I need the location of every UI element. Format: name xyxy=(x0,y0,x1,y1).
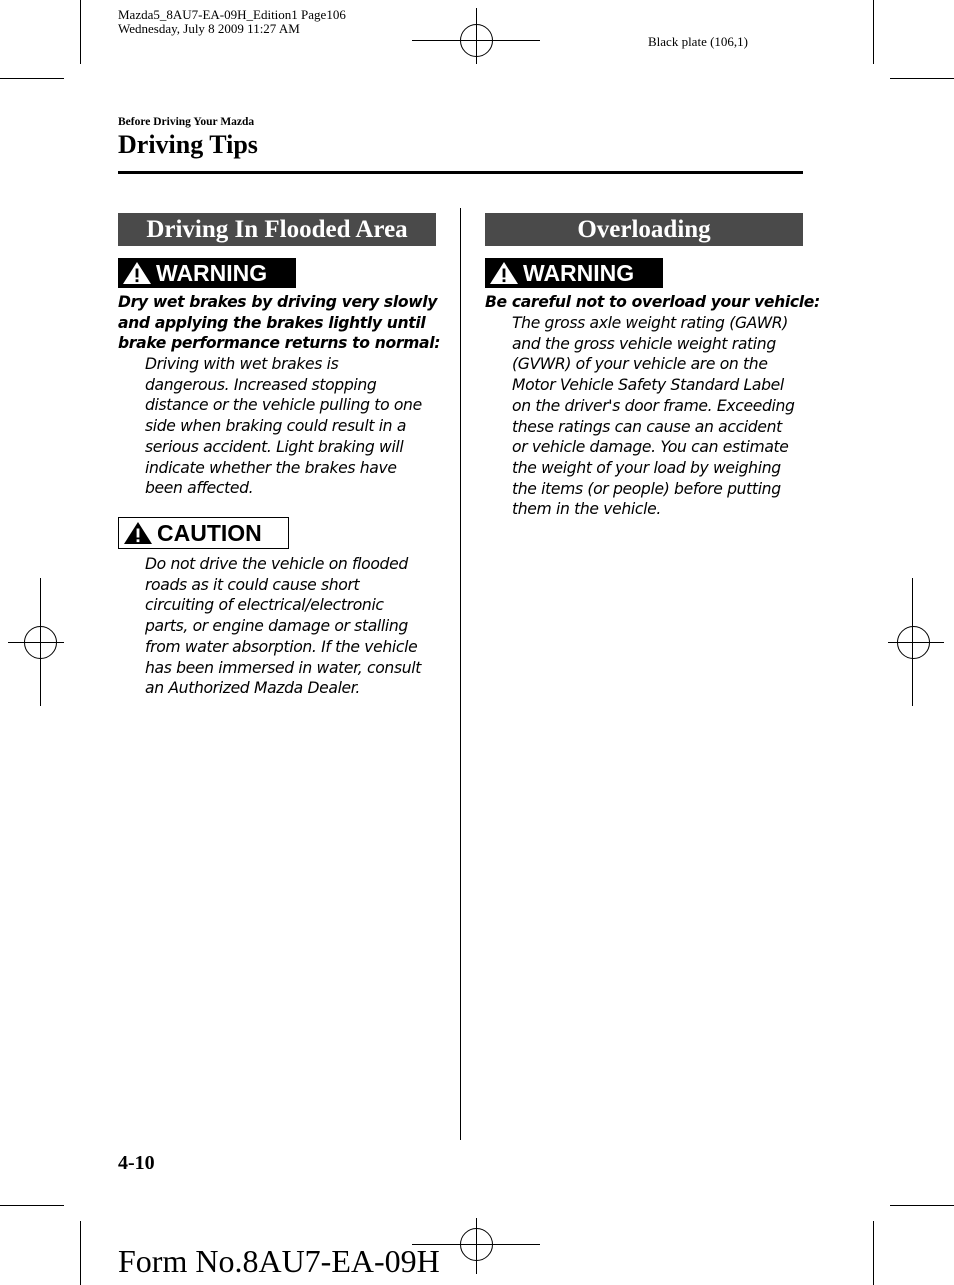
page-number: 4-10 xyxy=(118,1152,155,1174)
text-line: brake performance returns to normal: xyxy=(118,334,441,353)
section-name: Before Driving Your Mazda xyxy=(118,116,255,128)
text-line: and the gross vehicle weight rating xyxy=(512,334,776,353)
text-line: indicate whether the brakes have xyxy=(145,458,397,477)
text-line: roads as it could cause short xyxy=(145,575,360,594)
caution-body xyxy=(145,554,421,699)
caution-label: CAUTION xyxy=(157,519,262,546)
page-title: Driving Tips xyxy=(118,130,258,159)
warning-badge-right xyxy=(485,258,663,288)
text-line: distance or the vehicle pulling to one xyxy=(145,396,422,415)
text-line: and applying the brakes lightly until xyxy=(118,313,426,332)
text-line: these ratings can cause an accident xyxy=(512,417,782,436)
text-line: parts, or engine damage or stalling xyxy=(145,617,408,636)
text-line: been affected. xyxy=(145,479,254,498)
warning-lead-left xyxy=(118,292,440,354)
text-line: dangerous. Increased stopping xyxy=(145,375,377,394)
print-metadata xyxy=(118,8,346,36)
text-line: on the driver's door frame. Exceeding xyxy=(512,396,795,415)
plate-label: Black plate (106,1) xyxy=(648,34,748,49)
text-line: Be careful not to overload your vehicle: xyxy=(485,293,820,311)
form-number: Form No.8AU7-EA-09H xyxy=(118,1243,440,1279)
print-meta-line2: Wednesday, July 8 2009 11:27 AM xyxy=(118,21,300,36)
print-meta-line1: Mazda5_8AU7-EA-09H_Edition1 Page106 xyxy=(118,7,346,22)
warning-body-left xyxy=(145,354,422,499)
warning-triangle-icon xyxy=(122,261,152,285)
text-line: side when braking could result in a xyxy=(145,417,407,436)
warning-label: WARNING xyxy=(523,259,635,286)
text-line: Driving with wet brakes is xyxy=(145,355,339,373)
warning-label: WARNING xyxy=(156,259,268,286)
title-rule xyxy=(118,171,803,174)
caution-badge xyxy=(118,517,289,549)
text-line: them in the vehicle. xyxy=(512,500,661,519)
column-divider xyxy=(460,208,461,1140)
text-line: (GVWR) of your vehicle are on the xyxy=(512,355,768,374)
warning-lead-right xyxy=(485,292,820,313)
text-line: has been immersed in water, consult xyxy=(145,658,422,677)
text-line: Dry wet brakes by driving very slowly xyxy=(118,293,438,311)
text-line: the items (or people) before putting xyxy=(512,479,781,498)
warning-badge-left xyxy=(118,258,296,288)
text-line: Motor Vehicle Safety Standard Label xyxy=(512,376,784,395)
caution-triangle-icon xyxy=(123,521,153,545)
text-line: circuiting of electrical/electronic xyxy=(145,596,384,615)
text-line: from water absorption. If the vehicle xyxy=(145,637,418,656)
warning-triangle-icon xyxy=(489,261,519,285)
text-line: The gross axle weight rating (GAWR) xyxy=(512,314,789,332)
text-line: an Authorized Mazda Dealer. xyxy=(145,679,361,698)
topic-heading-flooded: Driving In Flooded Area xyxy=(118,213,436,246)
text-line: or vehicle damage. You can estimate xyxy=(512,438,789,457)
text-line: the weight of your load by weighing xyxy=(512,458,781,477)
topic-heading-overloading: Overloading xyxy=(485,213,803,246)
text-line: Do not drive the vehicle on flooded xyxy=(145,555,408,573)
text-line: serious accident. Light braking will xyxy=(145,437,404,456)
warning-body-right xyxy=(512,313,795,520)
